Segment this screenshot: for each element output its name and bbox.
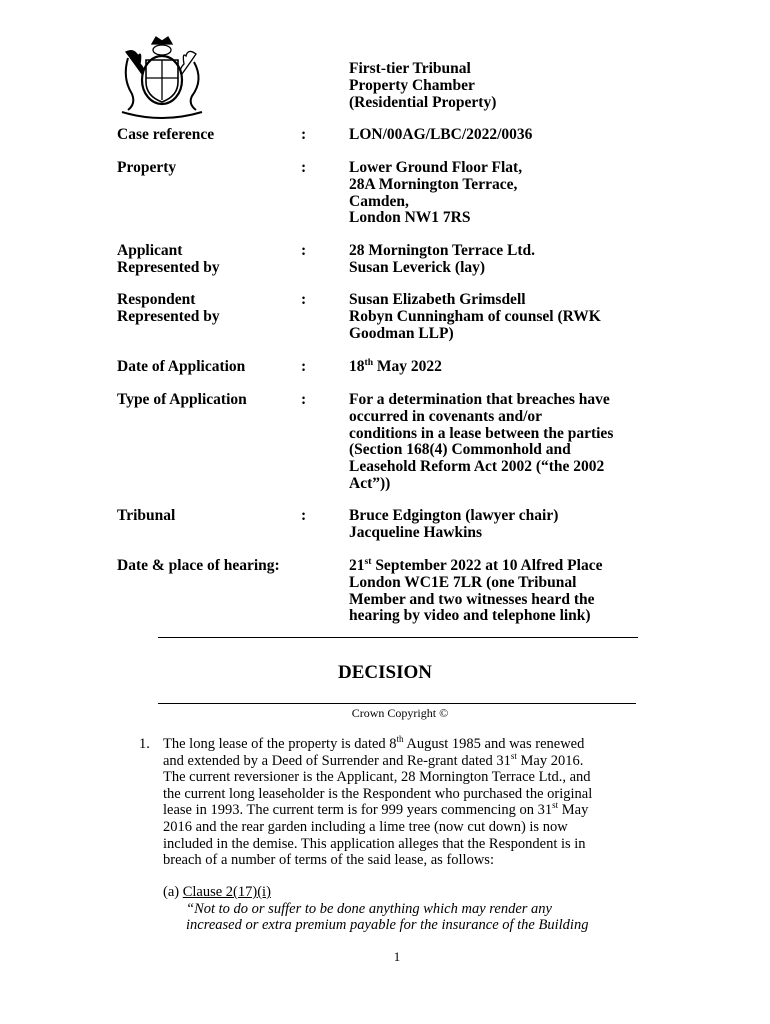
type-line: occurred in covenants and/or (349, 407, 543, 425)
hearing-line: hearing by video and telephone link) (349, 607, 591, 625)
heading-line-2: Property Chamber (349, 77, 475, 94)
paragraph-number: 1. (139, 736, 150, 752)
clause-a (163, 884, 683, 934)
hearing-line (349, 555, 669, 575)
property-value (349, 160, 669, 227)
application-month-year: May 2022 (373, 358, 442, 375)
crown-copyright: Crown Copyright © (351, 706, 449, 720)
hearing-day-suffix: st (364, 555, 372, 567)
respondent-colon: : (301, 291, 307, 308)
decision-underline (158, 703, 636, 704)
paragraph-line: The long lease of the property is dated 8th August 1985 and was renewed (163, 734, 585, 752)
respondent-value (349, 292, 669, 342)
clause-heading (163, 884, 683, 901)
type-line: For a determination that breaches have (349, 391, 610, 408)
paragraph-line: The current reversioner is the Applicant, 28 Mornington Terrace Ltd., and (163, 769, 591, 786)
paragraph-line: breach of a number of terms of the said lease, as follows: (163, 852, 494, 869)
applicant-label-line: Applicant (117, 242, 183, 259)
hearing-line-rest: September 2022 at 10 Alfred Place (371, 557, 603, 574)
property-line: Lower Ground Floor Flat, (349, 159, 523, 176)
applicant-name: 28 Mornington Terrace Ltd. (349, 242, 535, 259)
paragraph-line: and extended by a Deed of Surrender and Re-grant dated 31st May 2016. (163, 750, 584, 769)
respondent-line: Goodman LLP) (349, 324, 454, 342)
type-line: Leasehold Reform Act 2002 (“the 2002 (349, 458, 605, 476)
application-day-suffix: th (364, 356, 374, 368)
hearing-label: Date & place of hearing: (117, 557, 280, 574)
clause-marker: (a) (163, 884, 183, 900)
paragraph-line: the current long leaseholder is the Respondent who purchased the original (163, 785, 593, 802)
tribunal-member: Bruce Edgington (lawyer chair) (349, 507, 559, 524)
applicant-representative: Susan Leverick (lay) (349, 258, 486, 276)
paragraph-line: lease in 1993. The current term is for 999 years commencing on 31st May (163, 800, 589, 819)
applicant-value (349, 243, 669, 277)
hearing-value (349, 555, 669, 625)
decision-title: DECISION (338, 662, 432, 683)
tribunal-colon: : (301, 507, 307, 524)
property-line: 28A Mornington Terrace, (349, 175, 518, 193)
respondent-line: Susan Elizabeth Grimsdell (349, 291, 526, 308)
respondent-represented-label: Represented by (117, 307, 220, 325)
type-line: conditions in a lease between the parties (349, 424, 614, 442)
respondent-label (117, 292, 307, 326)
tribunal-members (349, 508, 669, 542)
paragraph-line: included in the demise. This application alleges that the Respondent is in (163, 835, 586, 852)
respondent-line: Robyn Cunningham of counsel (RWK (349, 307, 601, 325)
date-of-application-value (349, 356, 669, 376)
clause-quote-line: increased or extra premium payable for the insurance of the Building (186, 917, 589, 934)
clause-quote-line: “Not to do or suffer to be done anything which may render any (186, 900, 552, 917)
property-colon: : (301, 159, 307, 176)
type-of-application-label: Type of Application (117, 391, 247, 408)
tribunal-label: Tribunal (117, 507, 176, 524)
date-of-application-label: Date of Application (117, 358, 246, 375)
heading-line-3: (Residential Property) (349, 94, 497, 111)
hearing-line: Member and two witnesses heard the (349, 590, 595, 608)
respondent-label-line: Respondent (117, 291, 196, 308)
hearing-line: London WC1E 7LR (one Tribunal (349, 573, 577, 591)
type-of-application-colon: : (301, 391, 307, 408)
application-day: 18 (349, 358, 365, 375)
property-line: Camden, (349, 192, 409, 210)
type-line: (Section 168(4) Commonhold and (349, 441, 571, 459)
property-label: Property (117, 159, 177, 176)
heading-line-1: First-tier Tribunal (349, 60, 471, 77)
applicant-colon: : (301, 242, 307, 259)
royal-coat-of-arms-logo (116, 34, 208, 120)
case-reference-label: Case reference (117, 126, 215, 143)
paragraph-text (163, 736, 675, 869)
applicant-represented-label: Represented by (117, 258, 220, 276)
case-reference-colon: : (301, 126, 307, 143)
hearing-day: 21 (349, 557, 365, 574)
applicant-label (117, 243, 307, 277)
type-line: Act”)) (349, 474, 391, 492)
case-reference-value: LON/00AG/LBC/2022/0036 (349, 126, 533, 143)
tribunal-member: Jacqueline Hawkins (349, 523, 483, 541)
clause-title: Clause 2(17)(i) (182, 884, 271, 900)
paragraph-line: 2016 and the rear garden including a lime tree (now cut down) is now (163, 818, 568, 835)
page-number: 1 (393, 949, 401, 964)
property-line: London NW1 7RS (349, 209, 471, 227)
type-of-application-value (349, 392, 669, 493)
separator-line (158, 637, 638, 638)
date-of-application-colon: : (301, 358, 307, 375)
tribunal-heading (349, 60, 496, 111)
